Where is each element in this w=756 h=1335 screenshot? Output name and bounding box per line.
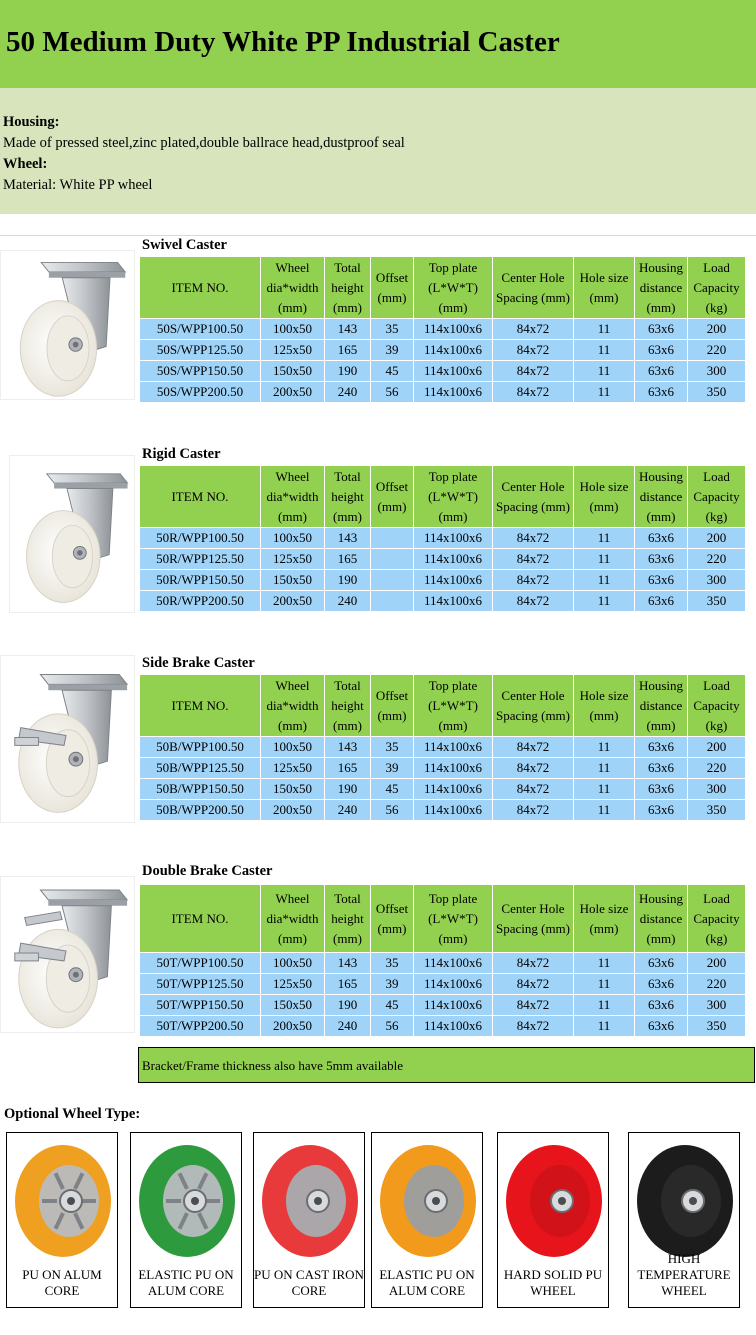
table-cell: 50R/WPP125.50: [140, 549, 261, 570]
table-row: [140, 361, 746, 382]
table-cell: 50T/WPP125.50: [140, 974, 261, 995]
table-header-row: [140, 257, 746, 319]
table-cell: 200: [688, 528, 746, 549]
table-cell: [371, 570, 414, 591]
wheel-card-pu-alum-core: [6, 1132, 118, 1308]
table-cell: 240: [325, 800, 371, 821]
th-load-capacity: Load Capacity (kg): [688, 675, 746, 737]
table-cell: 125x50: [261, 758, 325, 779]
table-cell: 240: [325, 382, 371, 403]
table-cell: 63x6: [635, 758, 688, 779]
table-cell: 45: [371, 779, 414, 800]
table-row: [140, 758, 746, 779]
table-cell: 11: [574, 340, 635, 361]
wheel-type-label: HARD SOLID PU WHEEL: [503, 1267, 603, 1298]
table-cell: 300: [688, 779, 746, 800]
th-total-height: Total height (mm): [325, 885, 371, 953]
table-cell: 300: [688, 361, 746, 382]
table-cell: 63x6: [635, 995, 688, 1016]
table-cell: 114x100x6: [414, 995, 493, 1016]
table-cell: 63x6: [635, 800, 688, 821]
table-cell: 84x72: [493, 779, 574, 800]
th-total-height: Total height (mm): [325, 675, 371, 737]
wheel-card-elastic-pu-alum-core: [130, 1132, 242, 1308]
table-cell: 35: [371, 953, 414, 974]
optional-wheel-title: Optional Wheel Type:: [4, 1106, 141, 1122]
table-cell: 11: [574, 779, 635, 800]
housing-heading: Housing:: [3, 114, 60, 130]
table-cell: 63x6: [635, 361, 688, 382]
th-total-height: Total height (mm): [325, 257, 371, 319]
spec-table-doublebrake: [139, 884, 746, 1037]
table-cell: 240: [325, 591, 371, 612]
wheel-card-pu-cast-iron-core: [253, 1132, 365, 1308]
th-housing-distance: Housing distance (mm): [635, 257, 688, 319]
table-cell: 11: [574, 591, 635, 612]
table-cell: 63x6: [635, 528, 688, 549]
th-hole-size: Hole size (mm): [574, 466, 635, 528]
table-cell: 100x50: [261, 319, 325, 340]
thickness-note: Bracket/Frame thickness also have 5mm available: [138, 1047, 755, 1083]
table-cell: 150x50: [261, 570, 325, 591]
table-row: [140, 319, 746, 340]
table-cell: 190: [325, 779, 371, 800]
table-header-row: [140, 675, 746, 737]
table-cell: 35: [371, 737, 414, 758]
table-cell: 50S/WPP125.50: [140, 340, 261, 361]
table-cell: 45: [371, 995, 414, 1016]
wheel-type-label: HIGH TEMPERATURE WHEEL: [637, 1251, 731, 1298]
table-cell: 114x100x6: [414, 361, 493, 382]
th-housing-distance: Housing distance (mm): [635, 885, 688, 953]
table-cell: 150x50: [261, 995, 325, 1016]
section-title: Side Brake Caster: [142, 655, 255, 671]
caster-photo-sidebrake: [0, 655, 135, 823]
table-cell: 50B/WPP200.50: [140, 800, 261, 821]
table-cell: 39: [371, 340, 414, 361]
table-cell: 114x100x6: [414, 758, 493, 779]
divider: [0, 235, 756, 236]
th-top-plate: Top plate (L*W*T) (mm): [414, 257, 493, 319]
table-cell: 50T/WPP200.50: [140, 1016, 261, 1037]
housing-text: Made of pressed steel,zinc plated,double ballrace head,dustproof seal: [3, 135, 405, 151]
table-cell: 143: [325, 319, 371, 340]
table-cell: 84x72: [493, 953, 574, 974]
th-load-capacity: Load Capacity (kg): [688, 466, 746, 528]
table-row: [140, 382, 746, 403]
table-cell: 84x72: [493, 1016, 574, 1037]
table-cell: 39: [371, 758, 414, 779]
table-cell: 11: [574, 570, 635, 591]
table-cell: 39: [371, 974, 414, 995]
table-cell: 143: [325, 737, 371, 758]
table-row: [140, 779, 746, 800]
table-cell: 84x72: [493, 382, 574, 403]
wheel-type-label: PU ON ALUM CORE: [22, 1267, 102, 1298]
table-cell: 84x72: [493, 800, 574, 821]
table-cell: 56: [371, 382, 414, 403]
th-wheel-dia: Wheel dia*width (mm): [261, 466, 325, 528]
table-row: [140, 974, 746, 995]
table-cell: 165: [325, 549, 371, 570]
wheel-image-icon: [498, 1133, 610, 1273]
table-cell: 190: [325, 995, 371, 1016]
table-cell: [371, 528, 414, 549]
table-cell: 11: [574, 995, 635, 1016]
table-cell: 190: [325, 570, 371, 591]
table-cell: 114x100x6: [414, 737, 493, 758]
th-hole-size: Hole size (mm): [574, 885, 635, 953]
table-cell: 50B/WPP125.50: [140, 758, 261, 779]
table-cell: 56: [371, 1016, 414, 1037]
table-cell: 125x50: [261, 340, 325, 361]
table-cell: 350: [688, 382, 746, 403]
th-top-plate: Top plate (L*W*T) (mm): [414, 675, 493, 737]
table-cell: 50S/WPP100.50: [140, 319, 261, 340]
th-top-plate: Top plate (L*W*T) (mm): [414, 885, 493, 953]
table-header-row: [140, 885, 746, 953]
table-cell: 100x50: [261, 528, 325, 549]
section-title: Double Brake Caster: [142, 863, 273, 879]
caster-photo-swivel: [0, 250, 135, 400]
th-wheel-dia: Wheel dia*width (mm): [261, 885, 325, 953]
table-cell: 11: [574, 319, 635, 340]
table-cell: 200: [688, 953, 746, 974]
wheel-type-label: PU ON CAST IRON CORE: [254, 1267, 364, 1298]
table-row: [140, 995, 746, 1016]
table-cell: 63x6: [635, 340, 688, 361]
table-cell: 11: [574, 953, 635, 974]
table-cell: 165: [325, 340, 371, 361]
table-cell: [371, 549, 414, 570]
table-cell: 300: [688, 570, 746, 591]
description-panel: [0, 88, 756, 214]
table-row: [140, 549, 746, 570]
table-row: [140, 737, 746, 758]
table-cell: 50S/WPP150.50: [140, 361, 261, 382]
wheel-text: Material: White PP wheel: [3, 177, 153, 193]
table-cell: 143: [325, 953, 371, 974]
wheel-image-icon: [7, 1133, 119, 1273]
table-cell: 50S/WPP200.50: [140, 382, 261, 403]
table-cell: 300: [688, 995, 746, 1016]
th-load-capacity: Load Capacity (kg): [688, 885, 746, 953]
th-item-no: ITEM NO.: [140, 466, 261, 528]
spec-table-sidebrake: [139, 674, 746, 821]
table-cell: 84x72: [493, 549, 574, 570]
table-cell: 150x50: [261, 361, 325, 382]
table-cell: 350: [688, 800, 746, 821]
table-cell: 50T/WPP150.50: [140, 995, 261, 1016]
table-cell: 63x6: [635, 549, 688, 570]
wheel-card-high-temperature: [628, 1132, 740, 1308]
table-cell: 11: [574, 974, 635, 995]
table-cell: 84x72: [493, 319, 574, 340]
table-row: [140, 591, 746, 612]
table-cell: 84x72: [493, 591, 574, 612]
table-cell: 84x72: [493, 340, 574, 361]
table-cell: 220: [688, 549, 746, 570]
table-row: [140, 570, 746, 591]
table-cell: 50B/WPP150.50: [140, 779, 261, 800]
table-cell: 63x6: [635, 953, 688, 974]
th-housing-distance: Housing distance (mm): [635, 466, 688, 528]
th-total-height: Total height (mm): [325, 466, 371, 528]
th-center-hole: Center Hole Spacing (mm): [493, 466, 574, 528]
table-cell: 114x100x6: [414, 800, 493, 821]
wheel-image-icon: [254, 1133, 366, 1273]
table-cell: 63x6: [635, 382, 688, 403]
table-row: [140, 800, 746, 821]
wheel-image-icon: [372, 1133, 484, 1273]
wheel-card-hard-solid-pu: [497, 1132, 609, 1308]
th-hole-size: Hole size (mm): [574, 675, 635, 737]
table-header-row: [140, 466, 746, 528]
table-cell: 35: [371, 319, 414, 340]
table-cell: 100x50: [261, 737, 325, 758]
table-cell: 200x50: [261, 591, 325, 612]
table-cell: 114x100x6: [414, 779, 493, 800]
th-center-hole: Center Hole Spacing (mm): [493, 675, 574, 737]
table-cell: 11: [574, 382, 635, 403]
table-cell: 50B/WPP100.50: [140, 737, 261, 758]
table-cell: 63x6: [635, 974, 688, 995]
th-offset: Offset (mm): [371, 675, 414, 737]
table-cell: 165: [325, 974, 371, 995]
table-row: [140, 1016, 746, 1037]
wheel-image-icon: [131, 1133, 243, 1273]
table-cell: 11: [574, 1016, 635, 1037]
table-cell: 11: [574, 737, 635, 758]
th-center-hole: Center Hole Spacing (mm): [493, 257, 574, 319]
table-cell: 200x50: [261, 1016, 325, 1037]
th-offset: Offset (mm): [371, 885, 414, 953]
table-cell: 11: [574, 758, 635, 779]
th-wheel-dia: Wheel dia*width (mm): [261, 675, 325, 737]
table-cell: 45: [371, 361, 414, 382]
table-cell: 56: [371, 800, 414, 821]
table-cell: 114x100x6: [414, 382, 493, 403]
th-item-no: ITEM NO.: [140, 257, 261, 319]
table-cell: 84x72: [493, 737, 574, 758]
table-cell: 100x50: [261, 953, 325, 974]
table-cell: 11: [574, 800, 635, 821]
table-cell: 84x72: [493, 361, 574, 382]
table-row: [140, 528, 746, 549]
table-cell: 350: [688, 1016, 746, 1037]
table-cell: 200: [688, 319, 746, 340]
table-row: [140, 340, 746, 361]
table-cell: 11: [574, 528, 635, 549]
table-cell: 190: [325, 361, 371, 382]
th-offset: Offset (mm): [371, 257, 414, 319]
table-cell: 114x100x6: [414, 340, 493, 361]
table-cell: 165: [325, 758, 371, 779]
table-cell: 50R/WPP100.50: [140, 528, 261, 549]
wheel-heading: Wheel:: [3, 156, 48, 172]
table-cell: 200: [688, 737, 746, 758]
table-cell: 84x72: [493, 758, 574, 779]
table-cell: 125x50: [261, 549, 325, 570]
table-cell: 11: [574, 361, 635, 382]
table-cell: 84x72: [493, 570, 574, 591]
section-title: Rigid Caster: [142, 446, 221, 462]
table-cell: 240: [325, 1016, 371, 1037]
table-cell: 200x50: [261, 382, 325, 403]
caster-photo-doublebrake: [0, 876, 135, 1033]
table-cell: 143: [325, 528, 371, 549]
table-cell: 50R/WPP150.50: [140, 570, 261, 591]
table-cell: 114x100x6: [414, 591, 493, 612]
table-cell: 114x100x6: [414, 953, 493, 974]
table-cell: 63x6: [635, 570, 688, 591]
th-offset: Offset (mm): [371, 466, 414, 528]
table-cell: [371, 591, 414, 612]
spec-table-swivel: [139, 256, 746, 403]
table-row: [140, 953, 746, 974]
wheel-type-label: ELASTIC PU ON ALUM CORE: [379, 1267, 475, 1298]
section-title: Swivel Caster: [142, 237, 227, 253]
table-cell: 84x72: [493, 995, 574, 1016]
table-cell: 125x50: [261, 974, 325, 995]
th-hole-size: Hole size (mm): [574, 257, 635, 319]
table-cell: 63x6: [635, 779, 688, 800]
table-cell: 220: [688, 340, 746, 361]
title-banner: [0, 0, 756, 88]
table-cell: 114x100x6: [414, 1016, 493, 1037]
caster-photo-rigid: [9, 455, 135, 613]
table-cell: 114x100x6: [414, 528, 493, 549]
table-cell: 114x100x6: [414, 549, 493, 570]
table-cell: 50T/WPP100.50: [140, 953, 261, 974]
th-item-no: ITEM NO.: [140, 675, 261, 737]
table-cell: 114x100x6: [414, 974, 493, 995]
table-cell: 150x50: [261, 779, 325, 800]
page-title: 50 Medium Duty White PP Industrial Caster: [6, 26, 560, 58]
table-cell: 84x72: [493, 528, 574, 549]
table-cell: 63x6: [635, 319, 688, 340]
table-cell: 200x50: [261, 800, 325, 821]
table-cell: 50R/WPP200.50: [140, 591, 261, 612]
th-top-plate: Top plate (L*W*T) (mm): [414, 466, 493, 528]
table-cell: 350: [688, 591, 746, 612]
table-cell: 114x100x6: [414, 570, 493, 591]
table-cell: 63x6: [635, 591, 688, 612]
table-cell: 220: [688, 758, 746, 779]
th-load-capacity: Load Capacity (kg): [688, 257, 746, 319]
table-cell: 63x6: [635, 737, 688, 758]
table-cell: 220: [688, 974, 746, 995]
table-cell: 11: [574, 549, 635, 570]
th-center-hole: Center Hole Spacing (mm): [493, 885, 574, 953]
table-cell: 84x72: [493, 974, 574, 995]
spec-table-rigid: [139, 465, 746, 612]
wheel-card-elastic-pu-alum-core-2: [371, 1132, 483, 1308]
th-wheel-dia: Wheel dia*width (mm): [261, 257, 325, 319]
th-housing-distance: Housing distance (mm): [635, 675, 688, 737]
table-cell: 63x6: [635, 1016, 688, 1037]
th-item-no: ITEM NO.: [140, 885, 261, 953]
table-cell: 114x100x6: [414, 319, 493, 340]
wheel-type-label: ELASTIC PU ON ALUM CORE: [138, 1267, 234, 1298]
